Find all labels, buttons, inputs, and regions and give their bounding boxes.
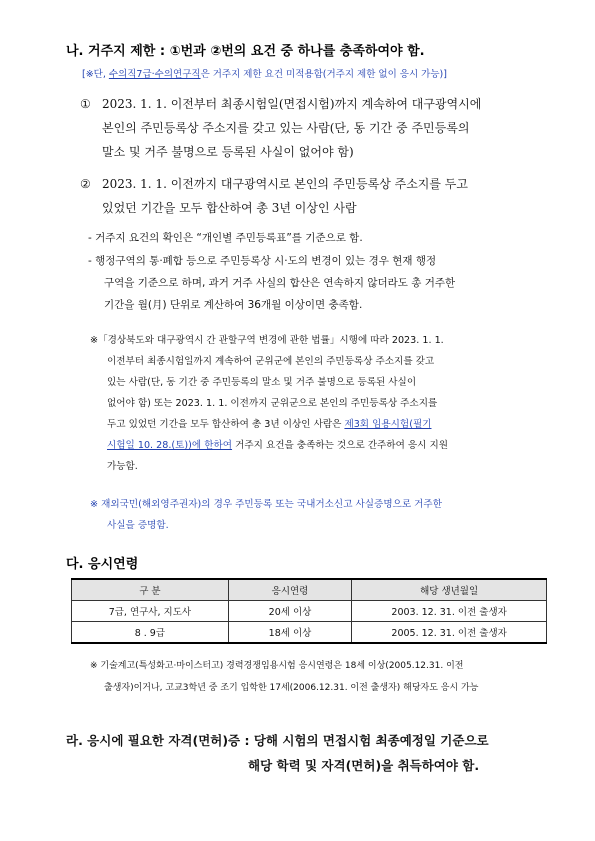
overseas-national-note	[90, 494, 442, 536]
table-row	[72, 601, 547, 622]
ref-1-line: 가능함.	[107, 461, 138, 472]
item-1-line: 2023. 1. 1. 이전부터 최종시험일(면접시험)까지 계속하여 대구광역시에	[102, 97, 482, 111]
table-cell: 7급, 연구사, 지도사	[72, 601, 229, 622]
ref-1-line	[90, 414, 448, 435]
ref-1-line: 이전부터 최종시험일까지 계속하여 군위군에 본인의 주민등록상 주소지를 갖고	[107, 356, 435, 367]
item-2-line: 있었던 기간을 모두 합산하여 총 3년 이상인 사람	[102, 201, 357, 215]
gunwi-reference-note	[90, 330, 448, 477]
age-note-line: ※ 기술계고(특성화고·마이스터고) 경력경쟁임용시험 응시연령은 18세 이상(2005.12.31. 이전	[90, 661, 464, 671]
age-requirement-table	[71, 578, 547, 644]
age-note-line: 출생자)이거나, 고교3학년 중 조기 입학한 17세(2006.12.31. 이전 출생자) 해당자도 응시 가능	[104, 683, 479, 693]
residence-exception-note	[82, 66, 447, 80]
table-cell: 8 . 9급	[72, 622, 229, 644]
item-2-marker: ②	[80, 177, 91, 191]
ref-1-line6-b: 거주지 요건을 충족하는 것으로 간주하여 응시 지원	[232, 440, 449, 451]
ref-2-line: 사실을 증명함.	[107, 520, 169, 531]
third-exam-link: 제3회 임용시험(필기	[344, 419, 432, 430]
exam-date-link: 시험일 10. 28.(토))에 한하여	[107, 440, 233, 451]
dash-note-2	[88, 250, 455, 316]
note-link: 수의직7급·수의연구직	[108, 69, 201, 80]
age-note	[90, 655, 478, 699]
table-header-cell: 응시연령	[228, 579, 352, 601]
item-1-line: 본인의 주민등록상 주소지를 갖고 있는 사람(단, 동 기간 중 주민등록의	[102, 121, 470, 135]
note-open: [※단,	[82, 69, 109, 80]
table-cell: 18세 이상	[228, 622, 352, 644]
section-ra-line-1: 라. 응시에 필요한 자격(면허)증 : 당해 시험의 면접시험 최종예정일 기준으로	[66, 733, 489, 748]
ref-1-line	[90, 435, 448, 456]
item-1-marker: ①	[80, 97, 91, 111]
requirement-item-2	[80, 172, 468, 220]
ref-1-line: ※「경상북도와 대구광역시 간 관할구역 변경에 관한 법률」시행에 따라 2023. 1. 1.	[90, 335, 444, 346]
section-da-heading: 다. 응시연령	[66, 557, 139, 572]
item-1-line: 말소 및 거주 불명으로 등록된 사실이 없어야 함)	[102, 145, 354, 159]
table-header-row	[72, 579, 547, 601]
table-row	[72, 622, 547, 644]
note-rest: 은 거주지 제한 요건 미적용함(거주지 제한 없이 응시 가능)]	[200, 69, 447, 80]
table-cell: 2005. 12. 31. 이전 출생자	[352, 622, 547, 644]
dash-2-line: 구역을 기준으로 하며, 과거 거주 사실의 합산은 연속하지 않더라도 총 거주한	[104, 277, 456, 289]
ref-1-line: 없어야 함) 또는 2023. 1. 1. 이전까지 군위군으로 본인의 주민등록상 주소지를	[107, 398, 438, 409]
requirement-item-1	[80, 92, 481, 164]
section-na-heading: 나. 거주지 제한 : ①번과 ②번의 요건 중 하나를 충족하여야 함.	[66, 44, 425, 59]
table-header-cell: 구 분	[72, 579, 229, 601]
item-2-line: 2023. 1. 1. 이전까지 대구광역시로 본인의 주민등록상 주소지를 두고	[102, 177, 468, 191]
table-cell: 2003. 12. 31. 이전 출생자	[352, 601, 547, 622]
dash-2-line: 기간을 월(月) 단위로 계산하여 36개월 이상이면 충족함.	[104, 299, 363, 311]
section-ra-line-2: 해당 학력 및 자격(면허)을 취득하여야 함.	[248, 758, 480, 773]
ref-2-line: ※ 재외국민(해외영주권자)의 경우 주민등록 또는 국내거소신고 사실증명으로 거주한	[90, 499, 442, 510]
table-header-cell: 해당 생년월일	[352, 579, 547, 601]
dash-2-line: - 행정구역의 통·폐합 등으로 주민등록상 시·도의 변경이 있는 경우 현재 행정	[88, 255, 437, 267]
table-cell: 20세 이상	[228, 601, 352, 622]
ref-1-line5-a: 두고 있었던 기간을 모두 합산하여 총 3년 이상인 사람은	[107, 419, 345, 430]
dash-note-1: - 거주지 요건의 확인은 “개인별 주민등록표”를 기준으로 함.	[88, 232, 363, 244]
ref-1-line: 있는 사람(단, 동 기간 중 주민등록의 말소 및 거주 불명으로 등록된 사실이	[107, 377, 417, 388]
